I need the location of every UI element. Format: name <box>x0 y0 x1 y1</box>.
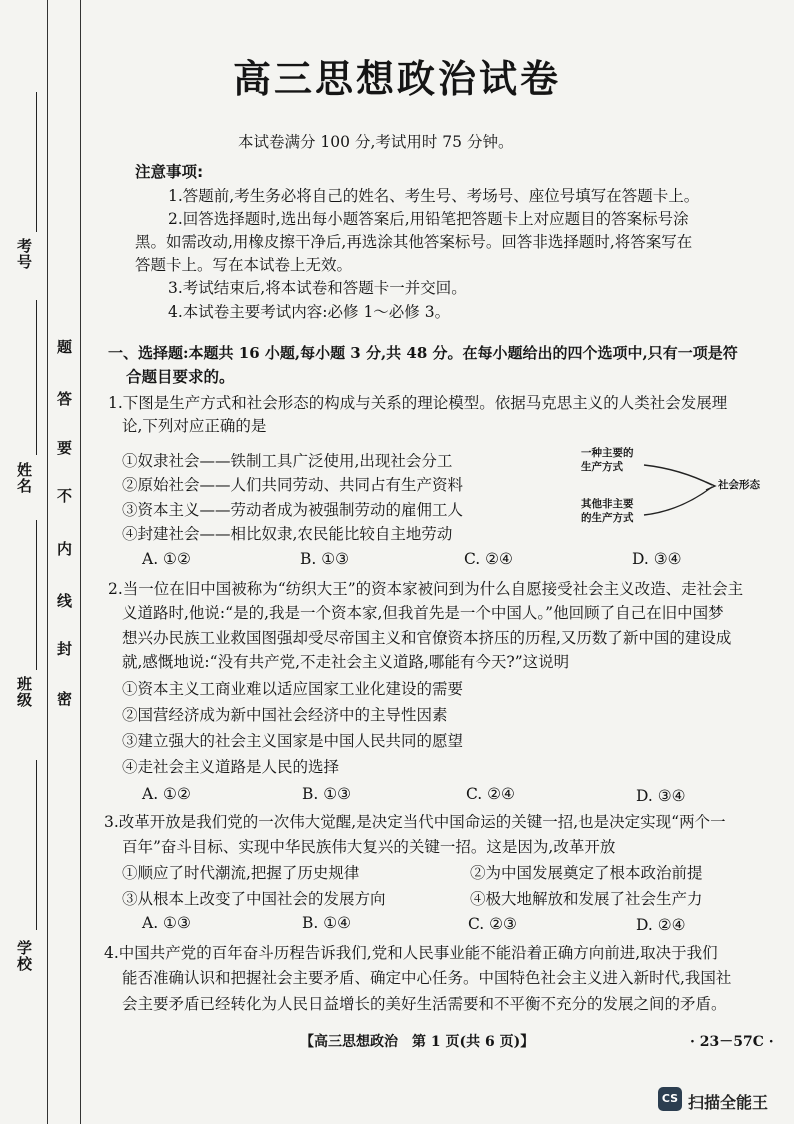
diagram-arrows <box>640 455 720 525</box>
seal-char: 答 <box>57 390 73 408</box>
q3-item: ②为中国发展奠定了根本政治前提 <box>470 864 703 882</box>
q1-item: ①奴隶社会——铁制工具广泛使用,出现社会分工 <box>122 452 453 470</box>
q2-stem: 义道路时,他说:“是的,我是一个资本家,但我首先是一个中国人。”他回顾了自己在旧中国梦 <box>122 604 724 622</box>
class-rule <box>36 520 37 670</box>
exam-subtitle: 本试卷满分 100 分,考试用时 75 分钟。 <box>238 133 514 151</box>
notes-heading: 注意事项: <box>135 163 204 181</box>
q1-option-a: A. ①② <box>142 550 191 568</box>
q2-option-a: A. ①② <box>142 785 191 803</box>
q2-stem: 2.当一位在旧中国被称为“纺织大王”的资本家被问到为什么自愿接受社会主义改造、走社会主 <box>108 580 744 598</box>
seal-char: 内 <box>57 540 73 558</box>
q4-stem: 4.中国共产党的百年奋斗历程告诉我们,党和人民事业能不能沿着正确方向前进,取决于我们 <box>104 944 718 962</box>
q1-item: ②原始社会——人们共同劳动、共同占有生产资料 <box>122 476 464 494</box>
q1-stem: 论,下列对应正确的是 <box>122 417 267 435</box>
camscanner-label: 扫描全能王 <box>688 1093 769 1112</box>
camscanner-logo-icon: CS <box>658 1087 682 1111</box>
q1-stem: 1.下图是生产方式和社会形态的构成与关系的理论模型。依据马克思主义的人类社会发展理 <box>108 394 728 412</box>
class-label: 班级 <box>15 676 33 708</box>
q3-option-c: C. ②③ <box>468 915 517 933</box>
diagram-result: 社会形态 <box>718 479 760 491</box>
q4-stem: 会主要矛盾已经转化为人民日益增长的美好生活需要和不平衡不充分的发展之间的矛盾。 <box>122 995 727 1013</box>
note-line: 3.考试结束后,将本试卷和答题卡一并交回。 <box>168 279 467 297</box>
seal-char: 封 <box>57 640 73 658</box>
page-footer: 【高三思想政治 第 1 页(共 6 页)】 <box>300 1034 535 1050</box>
q3-option-b: B. ①④ <box>302 914 352 932</box>
name-rule <box>36 300 37 455</box>
school-rule <box>36 760 37 930</box>
note-line: 答题卡上。写在本试卷上无效。 <box>135 256 353 274</box>
seal-char: 线 <box>57 592 73 610</box>
q2-option-c: C. ②④ <box>466 785 515 803</box>
q2-stem: 想兴办民族工业救国图强却受尽帝国主义和官僚资本挤压的历程,又历数了新中国的建设成 <box>122 629 732 647</box>
note-line: 4.本试卷主要考试内容:必修 1～必修 3。 <box>168 303 451 321</box>
seal-char: 题 <box>57 338 73 356</box>
q3-item: ④极大地解放和发展了社会生产力 <box>470 890 703 908</box>
note-line: 黑。如需改动,用橡皮擦干净后,再选涂其他答案标号。回答非选择题时,将答案写在 <box>135 233 693 251</box>
diagram-main-mode: 一种主要的 生产方式 <box>581 447 634 473</box>
school-label: 学校 <box>15 940 33 972</box>
q3-option-d: D. ②④ <box>636 916 686 934</box>
q1-option-c: C. ②④ <box>464 550 513 568</box>
exam-no-label: 考号 <box>15 238 33 270</box>
seal-char: 要 <box>57 439 73 457</box>
q2-stem: 就,感慨地说:“没有共产党,不走社会主义道路,哪能有今天?”这说明 <box>122 653 570 671</box>
q3-item: ①顺应了时代潮流,把握了历史规律 <box>122 864 360 882</box>
exam-title: 高三思想政治试卷 <box>232 57 561 101</box>
seal-char: 不 <box>57 487 73 505</box>
q4-stem: 能否准确认识和把握社会主要矛盾、确定中心任务。中国特色社会主义进入新时代,我国社 <box>122 969 732 987</box>
q1-option-b: B. ①③ <box>300 550 350 568</box>
margin-line-outer <box>47 0 48 1124</box>
section-heading: 一、选择题:本题共 16 小题,每小题 3 分,共 48 分。在每小题给出的四个选项中,只有一项是符 <box>108 344 738 362</box>
q3-option-a: A. ①③ <box>142 914 191 932</box>
q1-option-d: D. ③④ <box>632 550 682 568</box>
q2-item: ②国营经济成为新中国社会经济中的主导性因素 <box>122 706 448 724</box>
diagram-other-mode: 其他非主要 的生产方式 <box>581 498 634 524</box>
q3-stem: 3.改革开放是我们党的一次伟大觉醒,是决定当代中国命运的关键一招,也是决定实现“两个一 <box>104 813 726 831</box>
note-line: 2.回答选择题时,选出每小题答案后,用铅笔把答题卡上对应题目的答案标号涂 <box>168 210 689 228</box>
seal-char: 密 <box>57 690 73 708</box>
q3-item: ③从根本上改变了中国社会的发展方向 <box>122 890 386 908</box>
q3-stem: 百年”奋斗目标、实现中华民族伟大复兴的关键一招。这是因为,改革开放 <box>122 838 616 856</box>
note-line: 1.答题前,考生务必将自己的姓名、考生号、考场号、座位号填写在答题卡上。 <box>168 187 700 205</box>
q2-option-d: D. ③④ <box>636 787 686 805</box>
q2-option-b: B. ①③ <box>302 785 352 803</box>
q1-item: ③资本主义——劳动者成为被强制劳动的雇佣工人 <box>122 501 464 519</box>
exam-no-rule <box>36 92 37 232</box>
q1-item: ④封建社会——相比奴隶,农民能比较自主地劳动 <box>122 525 453 543</box>
paper-code: · 23－57C · <box>690 1034 774 1050</box>
name-label: 姓名 <box>15 462 33 494</box>
q2-item: ③建立强大的社会主义国家是中国人民共同的愿望 <box>122 732 464 750</box>
q2-item: ④走社会主义道路是人民的选择 <box>122 758 340 776</box>
section-heading-cont: 合题目要求的。 <box>126 367 235 386</box>
q2-item: ①资本主义工商业难以适应国家工业化建设的需要 <box>122 680 464 698</box>
margin-line-inner <box>80 0 81 1124</box>
